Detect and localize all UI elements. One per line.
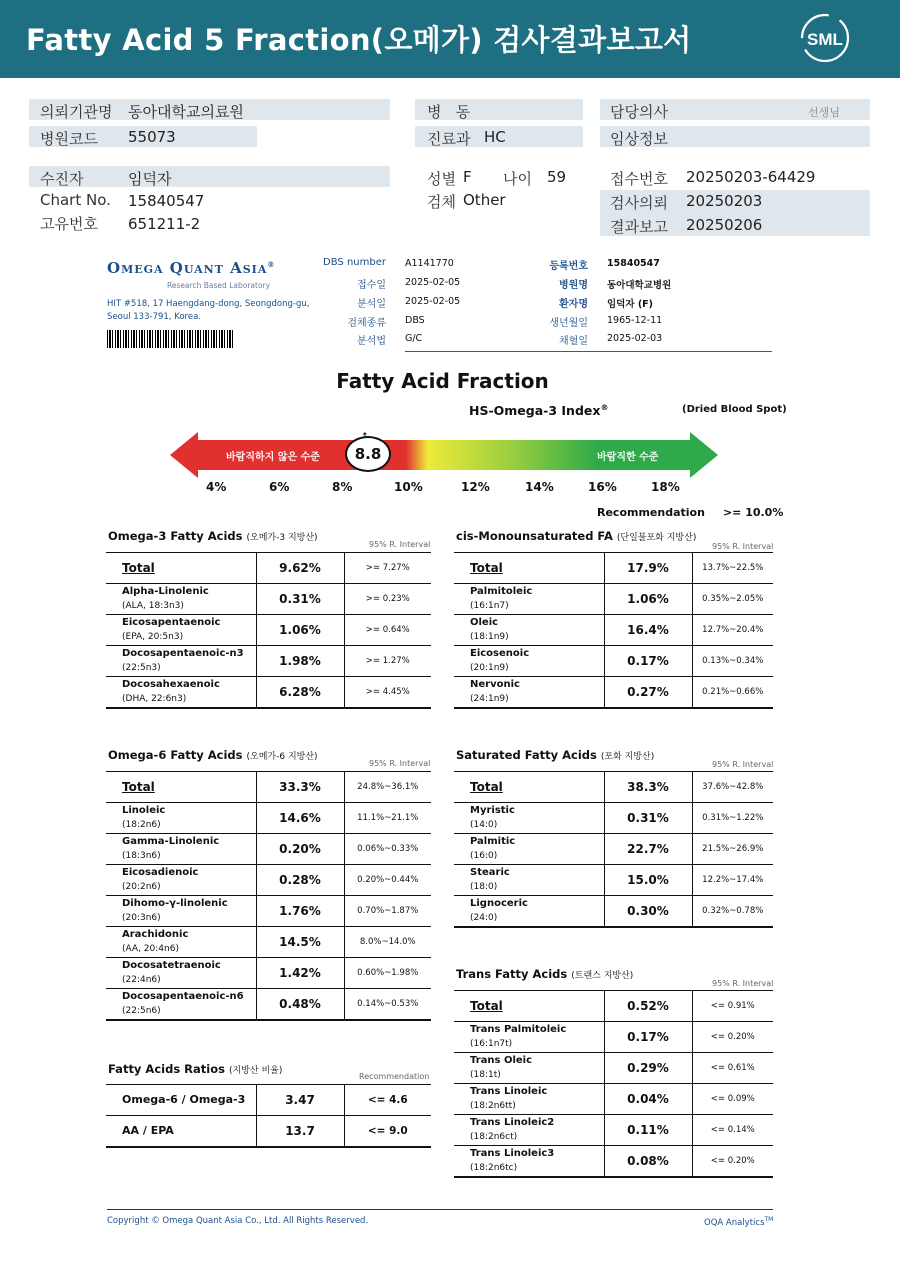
total-label: Total (454, 772, 604, 803)
saturated-title-text: Saturated Fatty Acids (456, 748, 597, 762)
table-row (106, 677, 431, 708)
total-row (454, 772, 773, 803)
acid-range: >= 4.45% (344, 677, 431, 708)
chart-value: 15840547 (128, 192, 205, 210)
acid-name-cell (454, 1115, 604, 1146)
uid-value: 651211-2 (128, 215, 201, 233)
ratios-table (106, 1084, 431, 1148)
mono-title-ko: (단일불포화 지방산) (616, 533, 697, 543)
table-row (106, 865, 431, 896)
acid-range: >= 0.64% (344, 615, 431, 646)
acid-code: (20:2n6) (122, 882, 161, 892)
table-row (454, 584, 773, 615)
total-value: 9.62% (256, 553, 344, 584)
meta-value: 15840547 (607, 258, 660, 269)
total-label: Total (454, 991, 604, 1022)
acid-name: Docosatetraenoic (122, 960, 221, 971)
mono-table (454, 552, 773, 709)
acid-range: 0.14%~0.53% (344, 989, 431, 1020)
acid-range: 0.31%~1.22% (692, 803, 773, 834)
acid-name-cell (106, 927, 256, 958)
ward-label: 병 동 (427, 103, 471, 121)
acid-code: (18:1t) (470, 1070, 501, 1080)
trans-title (456, 967, 633, 981)
acid-name-cell (454, 615, 604, 646)
acid-name-cell (454, 803, 604, 834)
acid-name: Trans Oleic (470, 1055, 533, 1066)
table-row (454, 1146, 773, 1177)
total-range: 37.6%~42.8% (692, 772, 773, 803)
table-row (106, 834, 431, 865)
acid-range: 0.35%~2.05% (692, 584, 773, 615)
omega6-title-text: Omega-6 Fatty Acids (108, 748, 243, 762)
meta-value: 2025-02-03 (607, 333, 663, 344)
acid-value: 0.20% (256, 834, 344, 865)
acid-name: Alpha-Linolenic (122, 586, 209, 597)
ratios-title-ko: (지방산 비율) (229, 1066, 283, 1076)
acid-name: AA / EPA (122, 1123, 174, 1137)
meta-label: DBS number (323, 257, 386, 268)
acid-code: (24:0) (470, 912, 498, 923)
table-row (106, 1116, 431, 1147)
acid-value: 14.6% (256, 803, 344, 834)
copyright: Copyright © Omega Quant Asia Co., Ltd. All Rights Reserved. (107, 1216, 369, 1226)
table-row (106, 615, 431, 646)
footer-brand (704, 1216, 773, 1228)
omega6-title-ko: (오메가-6 지방산) (246, 752, 318, 762)
table-row (454, 1115, 773, 1146)
meta-value: G/C (405, 333, 423, 344)
meta-value: 2025-02-05 (405, 296, 461, 307)
ratios-title (108, 1062, 282, 1076)
table-row (454, 896, 773, 927)
specimen-value: Other (463, 191, 506, 209)
total-value: 17.9% (604, 553, 692, 584)
table-row (454, 834, 773, 865)
acid-code: (DHA, 22:6n3) (122, 693, 187, 704)
omega3-ri-label: 95% R. Interval (369, 540, 431, 549)
acid-range: >= 1.27% (344, 646, 431, 677)
acid-code: (16:0) (470, 851, 498, 861)
acid-range: 8.0%~14.0% (344, 927, 431, 958)
lab-address-1: HIT #518, 17 Haengdang-dong, Seongdong-gu, (107, 299, 310, 309)
request-value: 20250203 (686, 192, 763, 210)
acid-name-cell (454, 1053, 604, 1084)
accession-label: 접수번호 (610, 170, 668, 188)
acid-code: (18:2n6ct) (470, 1132, 518, 1142)
acid-code: (16:1n7) (470, 601, 509, 611)
specimen-label: 검체 (427, 193, 456, 211)
meta-value: A1141770 (405, 258, 454, 269)
acid-name-cell (106, 896, 256, 927)
acid-name: Docosapentaenoic-n6 (122, 990, 244, 1002)
total-range: 13.7%~22.5% (692, 553, 773, 584)
acid-name-cell (106, 834, 256, 865)
acid-name: Arachidonic (122, 929, 189, 940)
specimen-note: (Dried Blood Spot) (682, 404, 787, 415)
acid-value: 0.04% (604, 1084, 692, 1115)
acid-range: <= 0.61% (692, 1053, 773, 1084)
acid-name-cell (454, 1022, 604, 1053)
trans-ri-label: 95% R. Interval (712, 979, 774, 988)
acid-name-cell (106, 646, 256, 677)
total-value: 33.3% (256, 772, 344, 803)
total-label: Total (106, 772, 256, 803)
acid-name-cell (454, 1084, 604, 1115)
acid-code: (18:1n9) (470, 632, 509, 642)
saturated-title (456, 748, 654, 762)
acid-name-cell (454, 834, 604, 865)
acid-value: 0.11% (604, 1115, 692, 1146)
acid-value: 1.76% (256, 896, 344, 927)
meta-divider (405, 351, 772, 352)
acid-range: <= 0.20% (692, 1146, 773, 1177)
ratios-title-text: Fatty Acids Ratios (108, 1062, 225, 1076)
doctor-label: 담당의사 (610, 103, 668, 121)
table-row (106, 1085, 431, 1116)
footer-brand-text: OQA Analytics (704, 1217, 765, 1228)
mono-title-text: cis-Monounsaturated FA (456, 529, 613, 543)
acid-value: 6.28% (256, 677, 344, 708)
acid-range: 0.32%~0.78% (692, 896, 773, 927)
age-value: 59 (547, 168, 567, 186)
omega6-table (106, 771, 431, 1021)
table-row (454, 677, 773, 708)
table-row (454, 865, 773, 896)
acid-range: 0.13%~0.34% (692, 646, 773, 677)
acid-code: (18:2n6tc) (470, 1162, 518, 1173)
tick-label: 10% (394, 480, 423, 494)
logo-text: SML (807, 30, 843, 49)
table-row (454, 646, 773, 677)
saturated-title-ko: (포화 지방산) (600, 752, 655, 762)
acid-code: (22:5n6) (122, 1005, 161, 1016)
clinical-label: 임상정보 (610, 130, 668, 148)
total-row (106, 553, 431, 584)
meta-value: 2025-02-05 (405, 277, 461, 288)
footer-divider (107, 1209, 773, 1210)
omega3-title-ko: (오메가-3 지방산) (246, 533, 318, 543)
chart-label: Chart No. (40, 191, 111, 209)
acid-value: 0.48% (256, 989, 344, 1020)
acid-name: Trans Linoleic2 (470, 1117, 555, 1128)
total-row (454, 553, 773, 584)
acid-name: Myristic (470, 805, 515, 816)
acid-name: Docosahexaenoic (122, 678, 220, 690)
acid-value: 0.31% (604, 803, 692, 834)
mono-title (456, 529, 696, 543)
meta-label: 검체종류 (347, 318, 386, 329)
acid-code: (18:2n6tt) (470, 1101, 516, 1111)
trans-title-text: Trans Fatty Acids (456, 967, 568, 981)
footer-brand-mark: TM (764, 1216, 774, 1223)
report-label: 결과보고 (610, 218, 668, 236)
acid-name-cell (106, 677, 256, 708)
total-label: Total (106, 553, 256, 584)
acid-code: (EPA, 20:5n3) (122, 632, 184, 642)
title-bar (0, 0, 900, 78)
ratios-rec-label: Recommendation (359, 1072, 430, 1081)
total-range: 24.8%~36.1% (344, 772, 431, 803)
acid-name: Stearic (470, 867, 510, 878)
acid-range: 0.20%~0.44% (344, 865, 431, 896)
tick-label: 12% (461, 480, 490, 494)
table-row (106, 646, 431, 677)
acid-name-cell (106, 1085, 256, 1116)
acid-value: 0.08% (604, 1146, 692, 1177)
acid-name-cell (106, 865, 256, 896)
table-row (454, 1022, 773, 1053)
meta-value: 1965-12-11 (607, 315, 663, 326)
acid-range: <= 0.09% (692, 1084, 773, 1115)
meta-label: 병원명 (559, 280, 588, 291)
acid-name-cell (106, 958, 256, 989)
acid-name: Trans Linoleic (470, 1086, 548, 1097)
acid-code: (18:0) (470, 882, 498, 892)
acid-value: 1.98% (256, 646, 344, 677)
index-reg-mark: ® (600, 403, 609, 412)
saturated-ri-label: 95% R. Interval (712, 760, 774, 769)
score-marker: 8.8 (345, 436, 391, 472)
acid-name-cell (106, 1116, 256, 1147)
acid-range: <= 4.6 (344, 1085, 431, 1116)
acid-range: <= 0.14% (692, 1115, 773, 1146)
total-row (106, 772, 431, 803)
meta-value: 임덕자 (F) (607, 299, 654, 310)
acid-name: Gamma-Linolenic (122, 836, 220, 847)
acid-range: 0.06%~0.33% (344, 834, 431, 865)
lab-name: Omega Quant Asia (107, 259, 268, 277)
acid-name-cell (454, 865, 604, 896)
lab-subtitle: Research Based Laboratory (167, 281, 271, 290)
acid-value: 1.06% (256, 615, 344, 646)
total-value: 0.52% (604, 991, 692, 1022)
meta-label: 생년월일 (549, 318, 588, 329)
index-title: HS-Omega-3 Index (469, 403, 601, 419)
meta-label: 환자명 (559, 299, 588, 310)
acid-value: 0.29% (604, 1053, 692, 1084)
table-row (454, 1053, 773, 1084)
acid-value: 0.17% (604, 646, 692, 677)
acid-name-cell (454, 677, 604, 708)
acid-value: 0.28% (256, 865, 344, 896)
acid-range: 0.21%~0.66% (692, 677, 773, 708)
recommendation-value: >= 10.0% (722, 506, 784, 519)
tick-label: 18% (651, 480, 680, 494)
acid-name: Dihomo-γ-linolenic (122, 898, 228, 909)
acid-name: Trans Palmitoleic (470, 1024, 567, 1035)
table-row (454, 1084, 773, 1115)
acid-name: Docosapentaenoic-n3 (122, 648, 244, 659)
gauge-right-text: 바람직한 수준 (597, 452, 659, 463)
acid-value: 1.06% (604, 584, 692, 615)
acid-code: (18:2n6) (122, 820, 161, 830)
doctor-suffix: 선생님 (808, 106, 840, 119)
table-row (106, 927, 431, 958)
acid-name-cell (454, 584, 604, 615)
acid-code: (AA, 20:4n6) (122, 944, 179, 954)
request-label: 검사의뢰 (610, 194, 668, 212)
table-row (454, 803, 773, 834)
meta-label: 접수일 (357, 280, 386, 291)
meta-label: 등록번호 (549, 261, 588, 272)
acid-name-cell (106, 615, 256, 646)
omega6-ri-label: 95% R. Interval (369, 759, 431, 768)
acid-code: (24:1n9) (470, 693, 509, 704)
acid-name: Palmitoleic (470, 586, 533, 597)
meta-label: 분석법 (357, 336, 386, 347)
acid-code: (ALA, 18:3n3) (122, 601, 184, 611)
acid-name: Eicosenoic (470, 648, 530, 659)
lab-reg-mark: ® (267, 260, 276, 269)
acid-value: 15.0% (604, 865, 692, 896)
report-value: 20250206 (686, 216, 763, 234)
acid-name: Omega-6 / Omega-3 (122, 1093, 246, 1106)
meta-value: DBS (405, 315, 425, 326)
acid-name: Trans Linoleic3 (470, 1147, 555, 1159)
acid-range: 12.7%~20.4% (692, 615, 773, 646)
acid-name-cell (454, 646, 604, 677)
tick-label: 6% (269, 480, 290, 494)
trans-title-ko: (트랜스 지방산) (571, 971, 634, 981)
acid-name-cell (454, 1146, 604, 1177)
acid-range: 21.5%~26.9% (692, 834, 773, 865)
acid-value: 0.17% (604, 1022, 692, 1053)
department-label: 진료과 (427, 130, 471, 148)
acid-code: (20:1n9) (470, 663, 509, 673)
acid-value: 1.42% (256, 958, 344, 989)
lab-address-2: Seoul 133-791, Korea. (107, 312, 201, 322)
sex-label: 성별 (427, 170, 456, 188)
trans-table (454, 990, 773, 1178)
tick-label: 14% (525, 480, 554, 494)
age-label: 나이 (503, 170, 532, 188)
acid-code: (22:5n3) (122, 663, 161, 673)
meta-label: 분석일 (357, 299, 386, 310)
acid-value: 3.47 (256, 1085, 344, 1116)
department-value: HC (484, 128, 506, 146)
accession-value: 20250203-64429 (686, 168, 816, 186)
acid-name: Nervonic (470, 678, 520, 690)
acid-name: Eicosadienoic (122, 867, 199, 878)
acid-value: 13.7 (256, 1116, 344, 1147)
fraction-title: Fatty Acid Fraction (336, 369, 549, 393)
table-row (106, 958, 431, 989)
meta-label: 채혈일 (559, 336, 588, 347)
omega3-title-text: Omega-3 Fatty Acids (108, 529, 243, 543)
tick-label: 4% (206, 480, 227, 494)
recommendation-label: Recommendation (597, 506, 705, 519)
hospital-code-value: 55073 (128, 128, 176, 146)
acid-name-cell (106, 584, 256, 615)
table-row (106, 896, 431, 927)
acid-name: Palmitic (470, 836, 516, 847)
acid-range: <= 9.0 (344, 1116, 431, 1147)
table-row (454, 615, 773, 646)
acid-name: Linoleic (122, 805, 166, 816)
patient-value: 임덕자 (128, 170, 172, 188)
table-row (106, 989, 431, 1020)
mono-ri-label: 95% R. Interval (712, 542, 774, 551)
acid-code: (14:0) (470, 820, 498, 830)
omega6-title (108, 748, 318, 762)
acid-value: 0.30% (604, 896, 692, 927)
acid-name: Oleic (470, 617, 499, 628)
recommendation (597, 506, 783, 519)
acid-value: 0.27% (604, 677, 692, 708)
acid-code: (18:3n6) (122, 851, 161, 861)
acid-name: Eicosapentaenoic (122, 617, 221, 628)
acid-name-cell (106, 989, 256, 1020)
table-row (106, 584, 431, 615)
acid-value: 14.5% (256, 927, 344, 958)
tick-label: 16% (588, 480, 617, 494)
total-row (454, 991, 773, 1022)
omega3-title (108, 529, 318, 543)
acid-range: >= 0.23% (344, 584, 431, 615)
acid-name: Lignoceric (470, 897, 528, 909)
acid-code: (20:3n6) (122, 913, 161, 923)
institution-label: 의뢰기관명 (40, 103, 113, 121)
table-row (106, 803, 431, 834)
hospital-code-label: 병원코드 (40, 130, 98, 148)
acid-value: 0.31% (256, 584, 344, 615)
sex-value: F (463, 168, 472, 186)
gauge-left-text: 바람직하지 않은 수준 (226, 452, 320, 463)
acid-name-cell (106, 803, 256, 834)
acid-value: 16.4% (604, 615, 692, 646)
acid-range: 11.1%~21.1% (344, 803, 431, 834)
acid-range: 0.70%~1.87% (344, 896, 431, 927)
total-range: >= 7.27% (344, 553, 431, 584)
hs-omega3-title (469, 403, 608, 418)
total-range: <= 0.91% (692, 991, 773, 1022)
acid-code: (16:1n7t) (470, 1039, 513, 1049)
total-value: 38.3% (604, 772, 692, 803)
acid-name-cell (454, 896, 604, 927)
total-label: Total (454, 553, 604, 584)
acid-code: (22:4n6) (122, 975, 161, 985)
meta-value: 동아대학교병원 (607, 280, 672, 291)
report-title: Fatty Acid 5 Fraction(오메가) 검사결과보고서 (26, 23, 692, 57)
acid-value: 22.7% (604, 834, 692, 865)
institution-value: 동아대학교의료원 (128, 103, 244, 121)
sml-logo (796, 12, 854, 64)
barcode (107, 330, 233, 348)
patient-label: 수진자 (40, 170, 84, 188)
saturated-table (454, 771, 773, 928)
acid-range: 12.2%~17.4% (692, 865, 773, 896)
omega-quant-logo (107, 259, 275, 277)
acid-range: <= 0.20% (692, 1022, 773, 1053)
acid-range: 0.60%~1.98% (344, 958, 431, 989)
uid-label: 고유번호 (40, 215, 98, 233)
tick-label: 8% (332, 480, 353, 494)
omega3-table (106, 552, 431, 709)
